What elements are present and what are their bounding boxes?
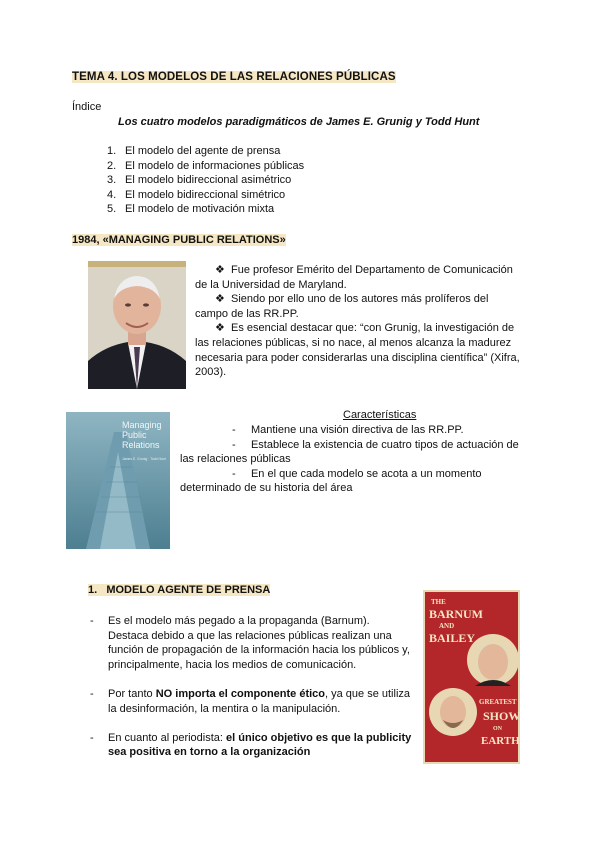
bio-paragraph: ❖ Fue profesor Emérito del Departamento de Comunicación — [215, 264, 513, 276]
poster-text: GREATEST — [479, 698, 517, 706]
section-heading-1984: 1984, «MANAGING PUBLIC RELATIONS» — [72, 234, 286, 246]
toc-item: 4. El modelo bidireccional simétrico — [107, 188, 286, 201]
index-subtitle: Los cuatro modelos paradigmáticos de James E. Grunig y Todd Hunt — [118, 116, 480, 128]
poster-text: SHOW — [483, 709, 520, 723]
book-title-line: Public — [122, 430, 147, 440]
model1-item: - Es el modelo más pegado a la propaganda (Barnum). Destaca debido a que las relaciones públicas realizan una función de propagación de la información hacia los públicos y, principalmente, hacia los medios de comunicación. — [90, 615, 410, 671]
caracteristicas-title: Características — [343, 409, 417, 421]
bio-line: 2003). — [195, 366, 227, 379]
toc-item: 1. El modelo del agente de prensa — [107, 145, 281, 157]
book-authors: James E. Grunig · Todd Hunt — [122, 457, 166, 461]
table-of-contents — [107, 144, 304, 217]
carac-line: las relaciones públicas — [180, 453, 291, 466]
toc-item: 2. El modelo de informaciones públicas — [107, 159, 305, 172]
model1-item: - Por tanto NO importa el componente ético, ya que se utiliza la desinformación, la mentira o la manipulación. — [90, 687, 411, 715]
model1-list — [90, 614, 420, 775]
bio-line: campo de las RR.PP. — [195, 307, 299, 320]
model1-item: - En cuanto al periodista: el único objetivo es que la publicity sea positiva en torno a la organización — [90, 731, 412, 759]
poster-text: THE — [431, 598, 446, 606]
toc-item: 5. El modelo de motivación mixta — [107, 203, 275, 216]
bio-line: las relaciones públicas, si no nace, al menos alcanza la madurez — [195, 336, 512, 349]
poster-text: BAILEY — [429, 631, 476, 645]
page-title: TEMA 4. LOS MODELOS DE LAS RELACIONES PÚBLICAS — [72, 71, 396, 83]
book-title-line: Managing — [122, 420, 162, 430]
toc-item: 3. El modelo bidireccional asimétrico — [107, 174, 292, 187]
carac-item: - Establece la existencia de cuatro tipos de actuación de — [232, 438, 519, 451]
bio-paragraph: ❖ Es esencial destacar que: “con Grunig, la investigación de — [215, 322, 515, 335]
carac-line: determinado de su historia del área — [180, 482, 353, 495]
bio-line: de la Universidad de Maryland. — [195, 278, 347, 291]
poster-text: AND — [439, 622, 455, 630]
indice-label: Índice — [72, 101, 102, 113]
poster-text: EARTH — [481, 735, 520, 747]
caracteristicas-list — [180, 423, 530, 496]
grunig-bio — [195, 263, 530, 380]
barnum-bailey-poster — [423, 590, 520, 764]
bio-paragraph: ❖ Siendo por ello uno de los autores más prolíferos del — [215, 293, 489, 306]
poster-text: ON — [493, 726, 502, 732]
book-title-line: Relations — [122, 440, 160, 450]
book-cover-image — [66, 412, 170, 549]
carac-item: - En el que cada modelo se acota a un momento — [232, 467, 482, 480]
portrait-photo — [88, 261, 186, 389]
section-heading-model1: 1. MODELO AGENTE DE PRENSA — [88, 584, 271, 596]
bio-line: necesaria para poder considerarlas una disciplina científica” (Xifra, — [195, 351, 520, 364]
poster-text: BARNUM — [429, 607, 483, 621]
carac-item: - Mantiene una visión directiva de las RR.PP. — [232, 424, 464, 436]
